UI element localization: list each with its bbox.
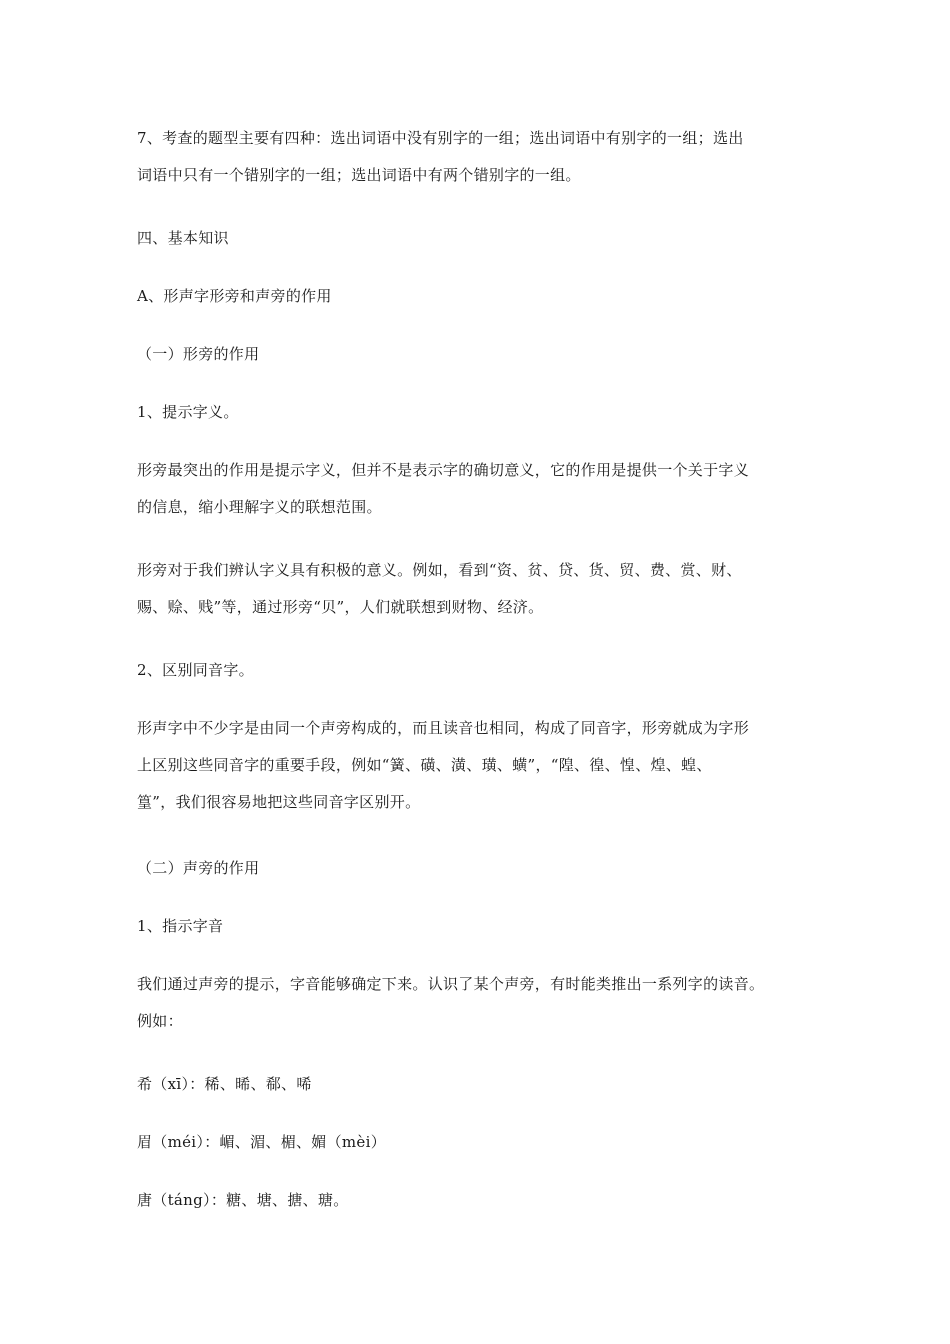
text-line: 希（xī）：稀、晞、郗、唏	[137, 1075, 312, 1093]
text-line: 四、基本知识	[137, 229, 229, 247]
text-line: 7、考查的题型主要有四种：选出词语中没有别字的一组；选出词语中有别字的一组；选出	[137, 129, 744, 147]
section-heading-basic-knowledge	[137, 220, 827, 257]
item-heading-pronunciation	[137, 908, 827, 945]
text-line: 上区别这些同音字的重要手段，例如“簧、磺、潢、璜、蟥”，“隍、徨、惶、煌、蝗、	[137, 756, 712, 774]
text-line: 眉（méi）：嵋、湄、楣、媚（mèi）	[137, 1133, 386, 1151]
text-line: 的信息，缩小理解字义的联想范围。	[137, 498, 382, 516]
example-xi	[137, 1066, 827, 1103]
text-line: （一）形旁的作用	[137, 345, 260, 363]
subsection-heading-phonetic-role	[137, 850, 827, 887]
text-line: 形旁最突出的作用是提示字义，但并不是表示字的确切意义，它的作用是提供一个关于字义	[137, 461, 750, 479]
text-line: 形声字中不少字是由同一个声旁构成的，而且读音也相同，构成了同音字，形旁就成为字形	[137, 719, 750, 737]
text-line: 1、提示字义。	[137, 403, 239, 421]
paragraph-question-types	[137, 120, 827, 194]
paragraph-homophones	[137, 710, 827, 821]
paragraph-radical-example	[137, 552, 827, 626]
text-line: A、形声字形旁和声旁的作用	[137, 287, 332, 305]
paragraph-radical-meaning	[137, 452, 827, 526]
subsection-heading-radical-role	[137, 336, 827, 373]
subsection-heading-a	[137, 278, 827, 315]
paragraph-pronunciation	[137, 966, 827, 1040]
example-mei	[137, 1124, 827, 1161]
text-line: 我们通过声旁的提示，字音能够确定下来。认识了某个声旁，有时能类推出一系列字的读音。	[137, 975, 765, 993]
text-line: 赐、赊、贱”等，通过形旁“贝”，人们就联想到财物、经济。	[137, 598, 544, 616]
item-heading-homophones	[137, 652, 827, 689]
text-line: 形旁对于我们辨认字义具有积极的意义。例如，看到“资、贫、贷、货、贸、费、赏、财、	[137, 561, 742, 579]
text-line: 词语中只有一个错别字的一组；选出词语中有两个错别字的一组。	[137, 166, 581, 184]
text-line: （二）声旁的作用	[137, 859, 260, 877]
text-line: 唐（táng）：糖、塘、搪、瑭。	[137, 1191, 349, 1209]
item-heading-meaning	[137, 394, 827, 431]
text-line: 例如：	[137, 1012, 183, 1030]
text-line: 篁”，我们很容易地把这些同音字区别开。	[137, 793, 421, 811]
text-line: 2、区别同音字。	[137, 661, 254, 679]
text-line: 1、指示字音	[137, 917, 224, 935]
example-tang	[137, 1182, 827, 1219]
